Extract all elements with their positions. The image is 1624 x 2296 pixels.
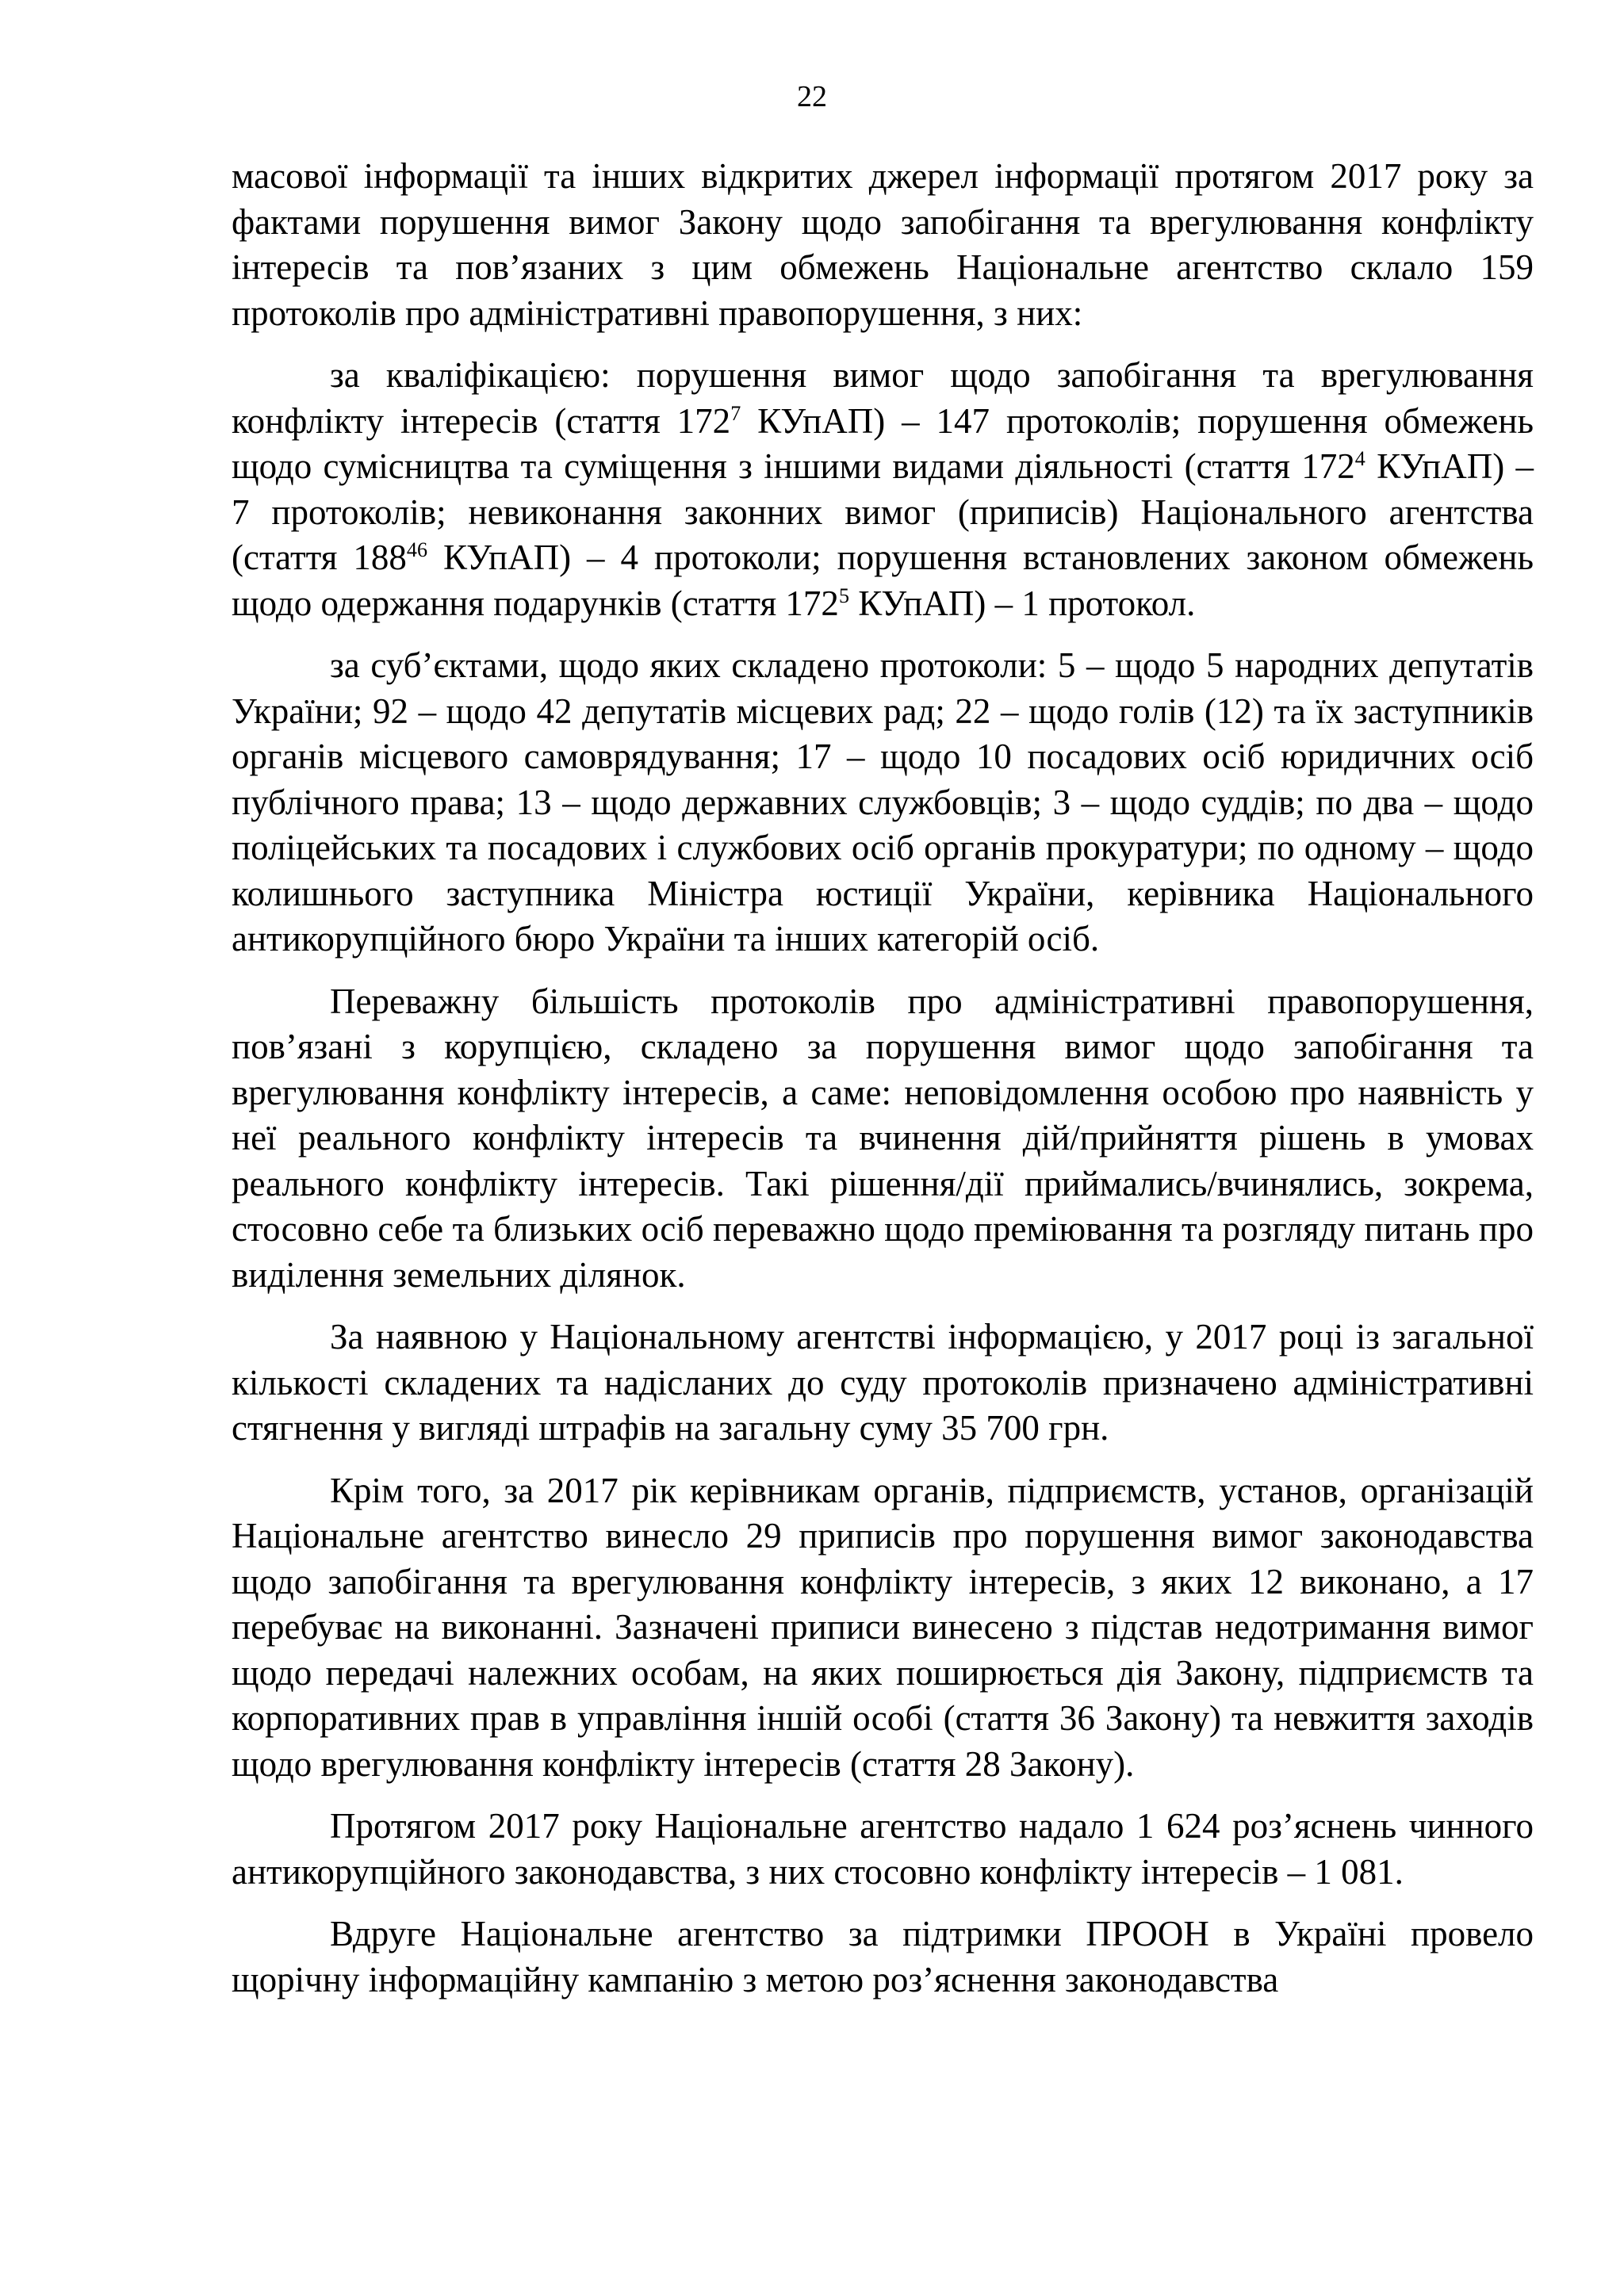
paragraph-1 xyxy=(232,154,1534,336)
paragraph-text: КУпАП) – 7 протоколів; невиконання законних вимог (приписів) Національного агентства (стаття 188 xyxy=(232,446,1534,577)
paragraph-text: Переважну більшість протоколів про адміністративні правопорушення, пов’язані з корупцією, складено за порушення вимог щодо запобігання та врегулювання конфлікту інтересів, а саме: неповідомлення особою про наявність у неї реального конфлікту інтересів та вчинення дій/прийняття рішень в умовах реального конфлікту інтересів. Такі рішення/дії приймались/вчинялись, зокрема, стосовно себе та близьких осіб переважно щодо преміювання та розгляду питань про виділення земельних ділянок. xyxy=(232,981,1534,1295)
paragraph-text: масової інформації та інших відкритих джерел інформації протягом 2017 року за фактами порушення вимог Закону щодо запобігання та врегулювання конфлікту інтересів та пов’язаних з цим обмежень Національне агентство склало 159 протоколів про адміністративні правопорушення, з них: xyxy=(232,156,1534,333)
document-body xyxy=(232,154,1534,2019)
paragraph-text: Вдруге Національне агентство за підтримки ПРООН в Україні провело щорічну інформаційну кампанію з метою роз’яснення законодавства xyxy=(232,1914,1534,1999)
paragraph-3 xyxy=(232,643,1534,962)
paragraph-text: КУпАП) – 1 протокол. xyxy=(848,583,1196,623)
paragraph-7 xyxy=(232,1804,1534,1895)
article-superscript: 5 xyxy=(838,584,849,607)
paragraph-6 xyxy=(232,1468,1534,1788)
paragraph-text: за кваліфікацією: порушення вимог щодо запобігання та врегулювання конфлікту інтересів (стаття 172 xyxy=(232,355,1534,441)
paragraph-8 xyxy=(232,1911,1534,2003)
paragraph-4 xyxy=(232,979,1534,1299)
paragraph-5 xyxy=(232,1314,1534,1452)
article-superscript: 46 xyxy=(406,538,427,561)
article-superscript: 7 xyxy=(730,401,741,425)
paragraph-text: Протягом 2017 року Національне агентство надало 1 624 роз’яснень чинного антикорупційного законодавства, з них стосовно конфлікту інтересів – 1 081. xyxy=(232,1806,1534,1892)
paragraph-text: за суб’єктами, щодо яких складено протоколи: 5 – щодо 5 народних депутатів України; 92 – щодо 42 депутатів місцевих рад; 22 – щодо голів (12) та їх заступників органів місцевого самоврядування; 17 – щодо 10 посадових осіб юридичних осіб публічного права; 13 – щодо державних службовців; 3 – щодо суддів; по два – щодо поліцейських та посадових і службових осіб органів прокуратури; по одному – щодо колишнього заступника Міністра юстиції України, керівника Національного антикорупційного бюро України та інших категорій осіб. xyxy=(232,645,1534,959)
paragraph-text: Крім того, за 2017 рік керівникам органів, підприємств, установ, організацій Національне агентство винесло 29 приписів про порушення вимог законодавства щодо запобігання та врегулювання конфлікту інтересів, з яких 12 виконано, а 17 перебуває на виконанні. Зазначені приписи винесено з підстав недотримання вимог щодо передачі належних особам, на яких поширюється дія Закону, підприємств та корпоративних прав в управління іншій особі (стаття 36 Закону) та невжиття заходів щодо врегулювання конфлікту інтересів (стаття 28 Закону). xyxy=(232,1470,1534,1784)
page-number: 22 xyxy=(797,80,827,113)
paragraph-text: За наявною у Національному агентстві інформацією, у 2017 році із загальної кількості складених та надісланих до суду протоколів призначено адміністративні стягнення у вигляді штрафів на загальну суму 35 700 грн. xyxy=(232,1317,1534,1448)
paragraph-text: КУпАП) – 4 протоколи; порушення встановлених законом обмежень щодо одержання подарунків (стаття 172 xyxy=(232,538,1534,623)
article-superscript: 4 xyxy=(1354,447,1365,470)
paragraph-2 xyxy=(232,353,1534,626)
paragraph-text: КУпАП) – 147 протоколів; порушення обмежень щодо сумісництва та суміщення з іншими видами діяльності (стаття 172 xyxy=(232,400,1534,486)
